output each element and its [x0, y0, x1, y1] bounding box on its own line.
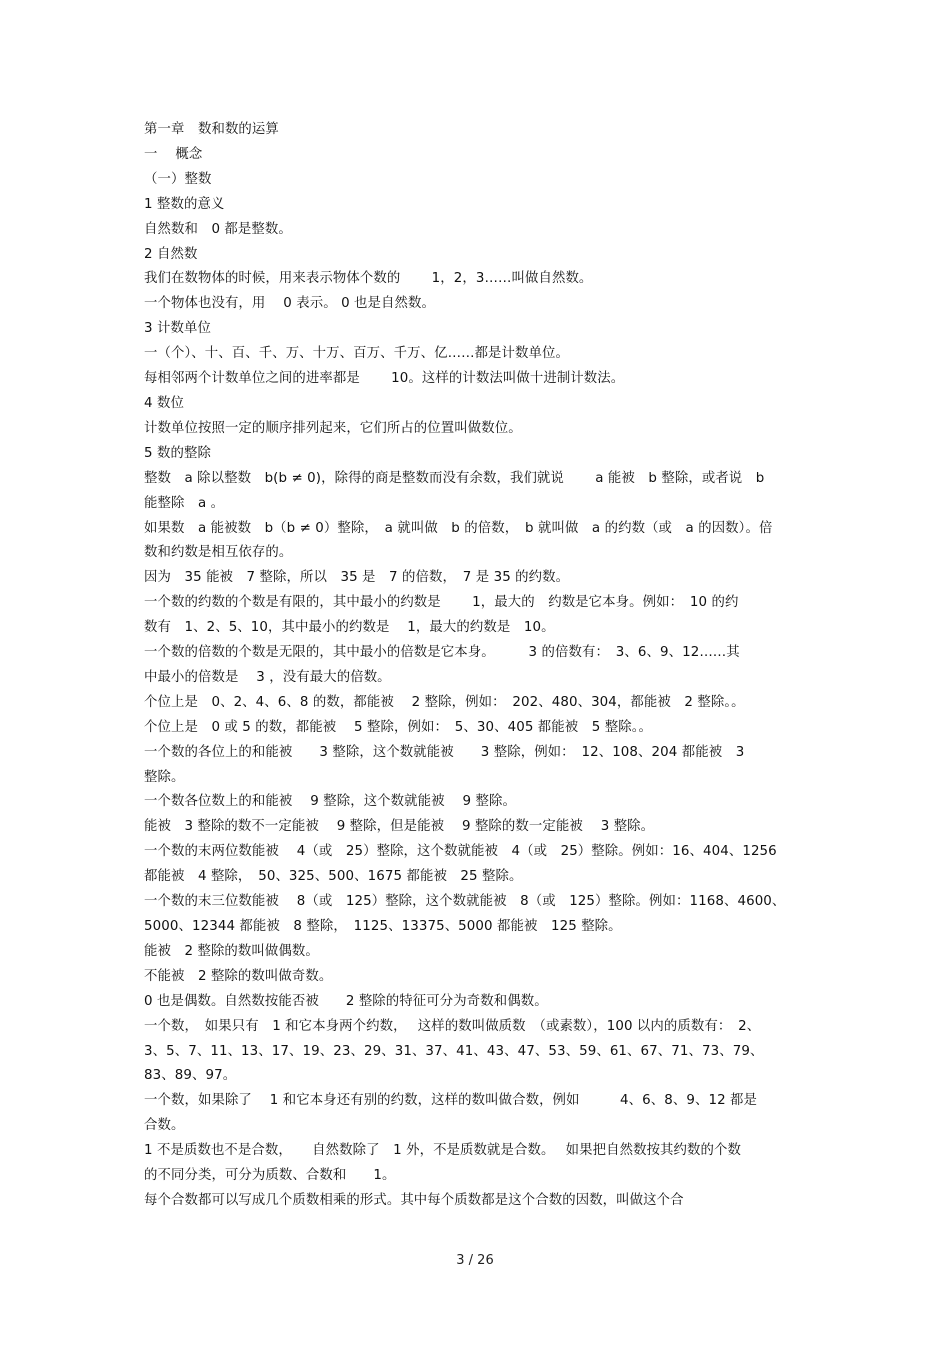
text-line: 计数单位按照一定的顺序排列起来，它们所占的位置叫做数位。: [144, 420, 522, 436]
topic-heading: 3 计数单位: [144, 321, 211, 337]
text-line: 一个数各位数上的和能被 9 整除，这个数就能被 9 整除。: [144, 794, 516, 810]
text-line: 的不同分类，可分为质数、合数和 1。: [144, 1168, 396, 1184]
text-line: 一个数的末两位数能被 4（或 25）整除，这个数就能被 4（或 25）整除。例如：16、404、1256: [144, 844, 777, 860]
text-line: 每个合数都可以写成几个质数相乘的形式。其中每个质数都是这个合数的因数，叫做这个合: [144, 1192, 684, 1208]
text-line: 每相邻两个计数单位之间的进率都是 10。这样的计数法叫做十进制计数法。: [144, 371, 625, 387]
text-line: 一个数的约数的个数是有限的，其中最小的约数是 1，最大的 约数是它本身。例如： 10 的约: [144, 595, 739, 611]
text-line: 个位上是 0、2、4、6、8 的数，都能被 2 整除，例如： 202、480、304，都能被 2 整除。。: [144, 694, 745, 710]
text-line: 能被 2 整除的数叫做偶数。: [144, 943, 319, 959]
text-line: 能被 3 整除的数不一定能被 9 整除，但是能被 9 整除的数一定能被 3 整除。: [144, 819, 655, 835]
text-line: 如果数 a 能被数 b（b ≠ 0）整除， a 就叫做 b 的倍数， b 就叫做 a 的约数（或 a 的因数）。倍: [144, 520, 773, 536]
text-line: 一个数，如果除了 1 和它本身还有别的约数，这样的数叫做合数，例如 4、6、8、9、12 都是: [144, 1093, 758, 1109]
topic-heading: 4 数位: [144, 395, 184, 411]
text-line: 都能被 4 整除， 50、325、500、1675 都能被 25 整除。: [144, 869, 523, 885]
text-line: 数有 1、2、5、10，其中最小的约数是 1，最大的约数是 10。: [144, 620, 555, 636]
text-line: 一个物体也没有，用 0 表示。 0 也是自然数。: [144, 296, 435, 312]
text-line: 3、5、7、11、13、17、19、23、29、31、37、41、43、47、53、59、61、67、71、73、79、: [144, 1043, 764, 1059]
text-line: 一个数， 如果只有 1 和它本身两个约数， 这样的数叫做质数 （或素数），100 以内的质数有： 2、: [144, 1018, 761, 1034]
page-number: 3 / 26: [456, 1253, 494, 1268]
text-line: 5000、12344 都能被 8 整除， 1125、13375、5000 都能被 125 整除。: [144, 919, 622, 934]
topic-heading: 2 自然数: [144, 246, 198, 262]
text-line: 整数 a 除以整数 b(b ≠ 0)，除得的商是整数而没有余数，我们就说 a 能被 b 整除，或者说 b: [144, 470, 765, 486]
text-line: 1 不是质数也不是合数， 自然数除了 1 外，不是质数就是合数。 如果把自然数按其约数的个数: [144, 1143, 742, 1159]
document-body: [144, 118, 824, 1214]
text-line: 中最小的倍数是 3 ，没有最大的倍数。: [144, 669, 391, 685]
text-line: 0 也是偶数。自然数按能否被 2 整除的特征可分为奇数和偶数。: [144, 993, 548, 1009]
text-line: 83、89、97。: [144, 1068, 237, 1084]
text-line: 因为 35 能被 7 整除，所以 35 是 7 的倍数， 7 是 35 的约数。: [144, 570, 570, 586]
text-line: 不能被 2 整除的数叫做奇数。: [144, 968, 333, 984]
text-line: 一个数的倍数的个数是无限的，其中最小的倍数是它本身。 3 的倍数有： 3、6、9、12……其: [144, 645, 740, 661]
topic-heading: 1 整数的意义: [144, 196, 225, 212]
text-line: 数和约数是相互依存的。: [144, 545, 293, 561]
text-line: 自然数和 0 都是整数。: [144, 221, 292, 237]
text-line: 一个数的各位上的和能被 3 整除，这个数就能被 3 整除，例如： 12、108、204 都能被 3: [144, 744, 745, 760]
text-line: 个位上是 0 或 5 的数，都能被 5 整除，例如： 5、30、405 都能被 5 整除。。: [144, 719, 653, 735]
subsection-heading: （一）整数: [144, 171, 212, 187]
text-line: 合数。: [144, 1118, 185, 1134]
section-heading: 一 概念: [144, 146, 203, 162]
topic-heading: 5 数的整除: [144, 445, 211, 461]
text-line: 能整除 a 。: [144, 495, 225, 511]
text-line: 一（个）、十、百、千、万、十万、百万、千万、亿……都是计数单位。: [144, 346, 569, 362]
chapter-title: 第一章 数和数的运算: [144, 122, 279, 137]
text-line: 我们在数物体的时候，用来表示物体个数的 1，2，3……叫做自然数。: [144, 271, 593, 287]
text-line: 整除。: [144, 769, 185, 785]
text-line: 一个数的末三位数能被 8（或 125）整除，这个数就能被 8（或 125）整除。例如：1168、4600、: [144, 894, 786, 910]
